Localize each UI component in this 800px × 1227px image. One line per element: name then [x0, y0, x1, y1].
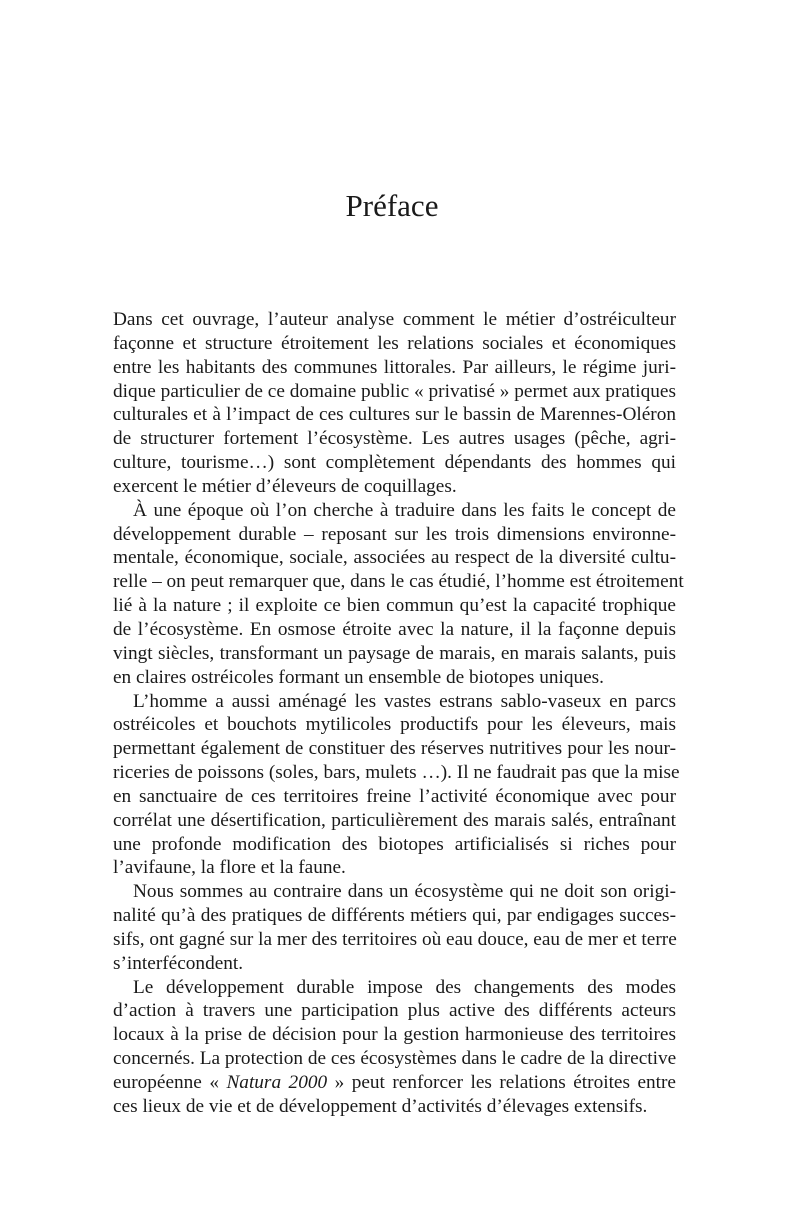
- text-line: mentale, économique, sociale, associées au respect de la diversité cultu-: [113, 547, 676, 569]
- text-line: culture, tourisme…) sont complètement dépendants des hommes qui: [113, 452, 676, 474]
- text-line: de l’écosystème. En osmose étroite avec la nature, il la façonne depuis: [113, 618, 676, 640]
- text-line: Le développement durable impose des changements des modes: [133, 976, 676, 998]
- text-line: en sanctuaire de ces territoires freine l’activité économique avec pour: [113, 785, 676, 807]
- text-line: permettant également de constituer des réserves nutritives pour les nour-: [113, 738, 676, 760]
- text-line: sifs, ont gagné sur la mer des territoires où eau douce, eau de mer et terre: [113, 928, 677, 950]
- text-line: d’action à travers une participation plus active des différents acteurs: [113, 1000, 676, 1022]
- text-line: l’avifaune, la flore et la faune.: [113, 857, 346, 879]
- text-line: de structurer fortement l’écosystème. Les autres usages (pêche, agri-: [113, 428, 676, 450]
- text-line: lié à la nature ; il exploite ce bien commun qu’est la capacité trophique: [113, 595, 676, 617]
- page-title: Préface: [345, 188, 439, 223]
- preface-body: [113, 308, 684, 1119]
- text-line: Nous sommes au contraire dans un écosystème qui ne doit son origi-: [133, 881, 676, 903]
- text-line: développement durable – reposant sur les trois dimensions environne-: [113, 523, 676, 545]
- text-line: européenne « Natura 2000 » peut renforcer les relations étroites entre: [113, 1072, 676, 1093]
- text-line: corrélat une désertification, particulièrement des marais salés, entraînant: [113, 809, 676, 831]
- text-line: culturales et à l’impact de ces cultures sur le bassin de Marennes-Oléron: [113, 404, 676, 426]
- text-line: en claires ostréicoles formant un ensemble de biotopes uniques.: [113, 666, 604, 688]
- text-line: nalité qu’à des pratiques de différents métiers qui, par endigages succes-: [113, 905, 676, 927]
- text-line: concernés. La protection de ces écosystèmes dans le cadre de la directive: [113, 1048, 677, 1070]
- paragraph: [113, 308, 676, 499]
- paragraph: [113, 976, 676, 1119]
- text-line: L’homme a aussi aménagé les vastes estrans sablo-vaseux en parcs: [133, 690, 676, 712]
- text-line: une profonde modification des biotopes artificialisés si riches pour: [113, 833, 676, 855]
- text-line: vingt siècles, transformant un paysage de marais, en marais salants, puis: [113, 642, 676, 664]
- text-line: exercent le métier d’éleveurs de coquillages.: [113, 475, 457, 497]
- text-line: locaux à la prise de décision pour la gestion harmonieuse des territoires: [113, 1024, 676, 1046]
- text-line: Dans cet ouvrage, l’auteur analyse comment le métier d’ostréiculteur: [113, 309, 676, 330]
- text-line: ostréicoles et bouchots mytilicoles productifs pour les éleveurs, mais: [113, 714, 676, 736]
- text-line: À une époque où l’on cherche à traduire dans les faits le concept de: [133, 499, 676, 521]
- text-line: dique particulier de ce domaine public « privatisé » permet aux pratiques: [113, 380, 676, 402]
- paragraph: [113, 690, 680, 881]
- text-line: façonne et structure étroitement les relations sociales et économiques: [113, 332, 676, 354]
- text-line: riceries de poissons (soles, bars, mulets …). Il ne faudrait pas que la mise: [113, 762, 680, 784]
- paragraph: [113, 499, 684, 690]
- text-line: ces lieux de vie et de développement d’activités d’élevages extensifs.: [113, 1095, 648, 1117]
- paragraph: [113, 880, 676, 975]
- text-line: s’interfécondent.: [113, 952, 244, 974]
- text-line: entre les habitants des communes littorales. Par ailleurs, le régime juri-: [113, 356, 676, 378]
- text-line: relle – on peut remarquer que, dans le cas étudié, l’homme est étroitement: [113, 571, 684, 593]
